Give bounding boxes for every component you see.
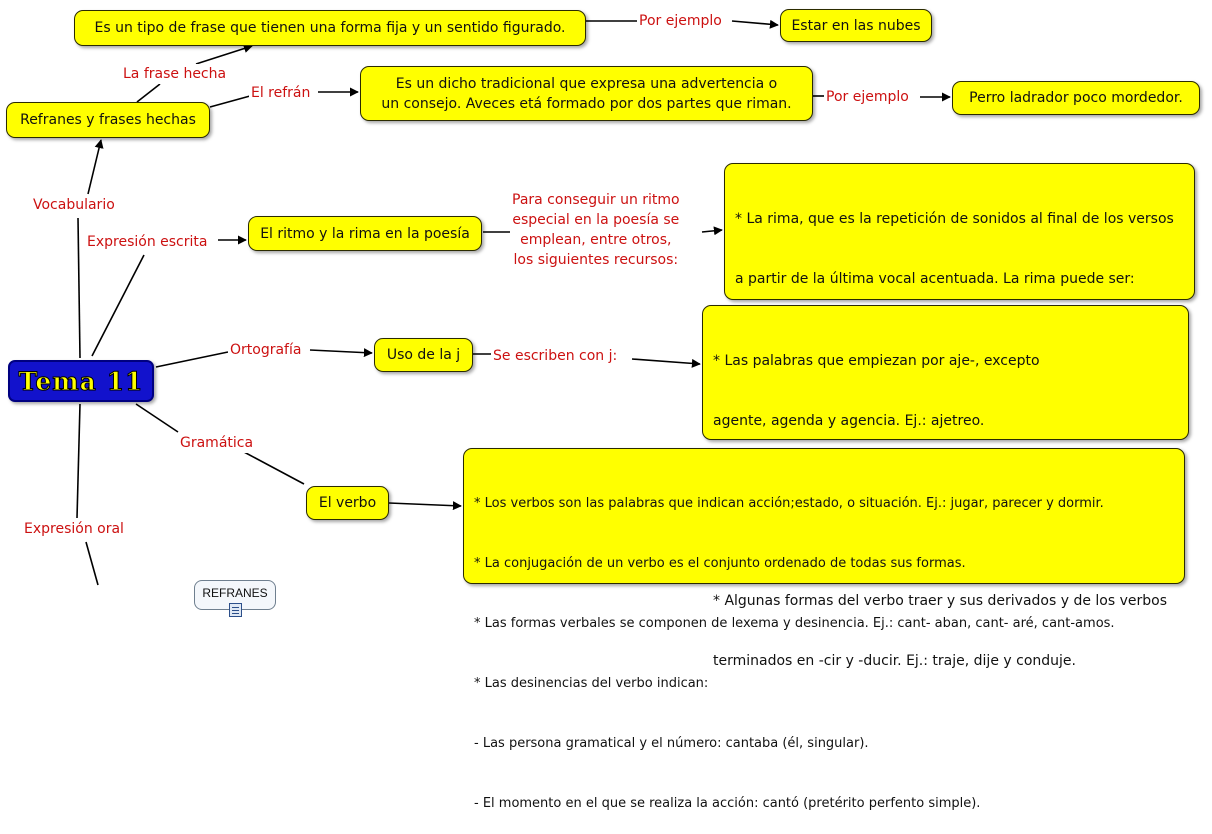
node-reglas-j-line: agente, agenda y agencia. Ej.: ajetreo. — [713, 413, 985, 429]
link-label-por-ejemplo: Por ejemplo — [826, 89, 909, 105]
node-refranes-frases-hechas[interactable] — [6, 102, 210, 138]
node-reglas-j-line: terminados en -cir y -ducir. Ej.: traje, dije y conduje. — [713, 653, 1076, 669]
node-verbo-info-line: * Los verbos son las palabras que indican acción;estado, o situación. Ej.: jugar, parecer y dormir. — [474, 496, 1104, 511]
node-perro-ladrador-text: Perro ladrador poco mordedor. — [969, 90, 1183, 106]
node-refran-definition-line: un consejo. Aveces etá formado por dos partes que riman. — [381, 95, 792, 112]
link-label-ritmo-recursos-line: Para conseguir un ritmo — [512, 192, 680, 208]
node-reglas-j-line: * Las palabras que empiezan por aje-, excepto — [713, 353, 1040, 369]
node-recursos-rima[interactable] — [724, 163, 1195, 300]
node-refranes-frases-hechas-text: Refranes y frases hechas — [20, 112, 196, 128]
node-frase-hecha-definition-text: Es un tipo de frase que tienen una forma fija y un sentido figurado. — [94, 20, 566, 36]
node-verbo-info-line: * Las formas verbales se componen de lexema y desinencia. Ej.: cant- aban, cant- aré, cant-amos. — [474, 616, 1115, 631]
link-label-ortografia: Ortografía — [230, 342, 302, 358]
node-recursos-rima-line: a partir de la última vocal acentuada. La rima puede ser: — [735, 271, 1135, 287]
link-label-gramatica: Gramática — [180, 435, 254, 451]
node-estar-en-las-nubes-text: Estar en las nubes — [791, 17, 921, 34]
link-label-por-ejemplo: Por ejemplo — [639, 13, 722, 29]
link-label-refran: El refrán — [251, 85, 311, 101]
node-estar-en-las-nubes[interactable] — [780, 9, 932, 42]
node-el-verbo-text: El verbo — [318, 495, 377, 511]
link-label-se-escriben: Se escriben con j: — [493, 348, 618, 364]
link-label-frase-hecha: La frase hecha — [123, 66, 227, 82]
node-verbo-info-line: * La conjugación de un verbo es el conjunto ordenado de todas sus formas. — [474, 556, 966, 571]
link-label-ritmo-recursos-line: especial en la poesía se — [512, 212, 680, 228]
link-label-vocabulario: Vocabulario — [33, 197, 115, 213]
link-label-expresion-escrita: Expresión escrita — [87, 234, 208, 250]
node-reglas-j-line: * Algunas formas del verbo traer y sus derivados y de los verbos — [713, 593, 1168, 609]
node-frase-hecha-definition[interactable] — [74, 10, 586, 46]
document-icon[interactable] — [229, 603, 242, 617]
node-ritmo-y-rima-text: El ritmo y la rima en la poesía — [260, 225, 470, 242]
link-label-ritmo-recursos-line: los siguientes recursos: — [513, 252, 679, 268]
link-label-ritmo-recursos — [510, 190, 682, 270]
node-verbo-info-line: - El momento en el que se realiza la acción: cantó (pretérito perfento simple). — [474, 796, 981, 811]
node-perro-ladrador[interactable] — [952, 81, 1200, 115]
link-label-ritmo-recursos-line: emplean, entre otros, — [520, 232, 672, 248]
node-refran-definition-line: Es un dicho tradicional que expresa una advertencia o — [395, 75, 778, 92]
node-refran-definition[interactable] — [360, 66, 813, 121]
link-label-expresion-oral: Expresión oral — [24, 521, 124, 537]
node-uso-de-la-j-text: Uso de la j — [386, 347, 461, 363]
node-verbo-info-line: - Las persona gramatical y el número: cantaba (él, singular). — [474, 736, 869, 751]
node-ritmo-y-rima[interactable] — [248, 216, 482, 251]
node-verbo-info-line: * Las desinencias del verbo indican: — [474, 676, 709, 691]
central-topic-tema-11[interactable] — [8, 360, 154, 402]
central-topic-label: Tema 11 — [18, 366, 144, 396]
node-recursos-rima-line: * La rima, que es la repetición de sonidos al final de los versos — [735, 211, 1174, 227]
resource-refranes-label: REFRANES — [202, 586, 268, 600]
node-el-verbo[interactable] — [306, 486, 389, 520]
node-uso-de-la-j[interactable] — [374, 338, 473, 372]
